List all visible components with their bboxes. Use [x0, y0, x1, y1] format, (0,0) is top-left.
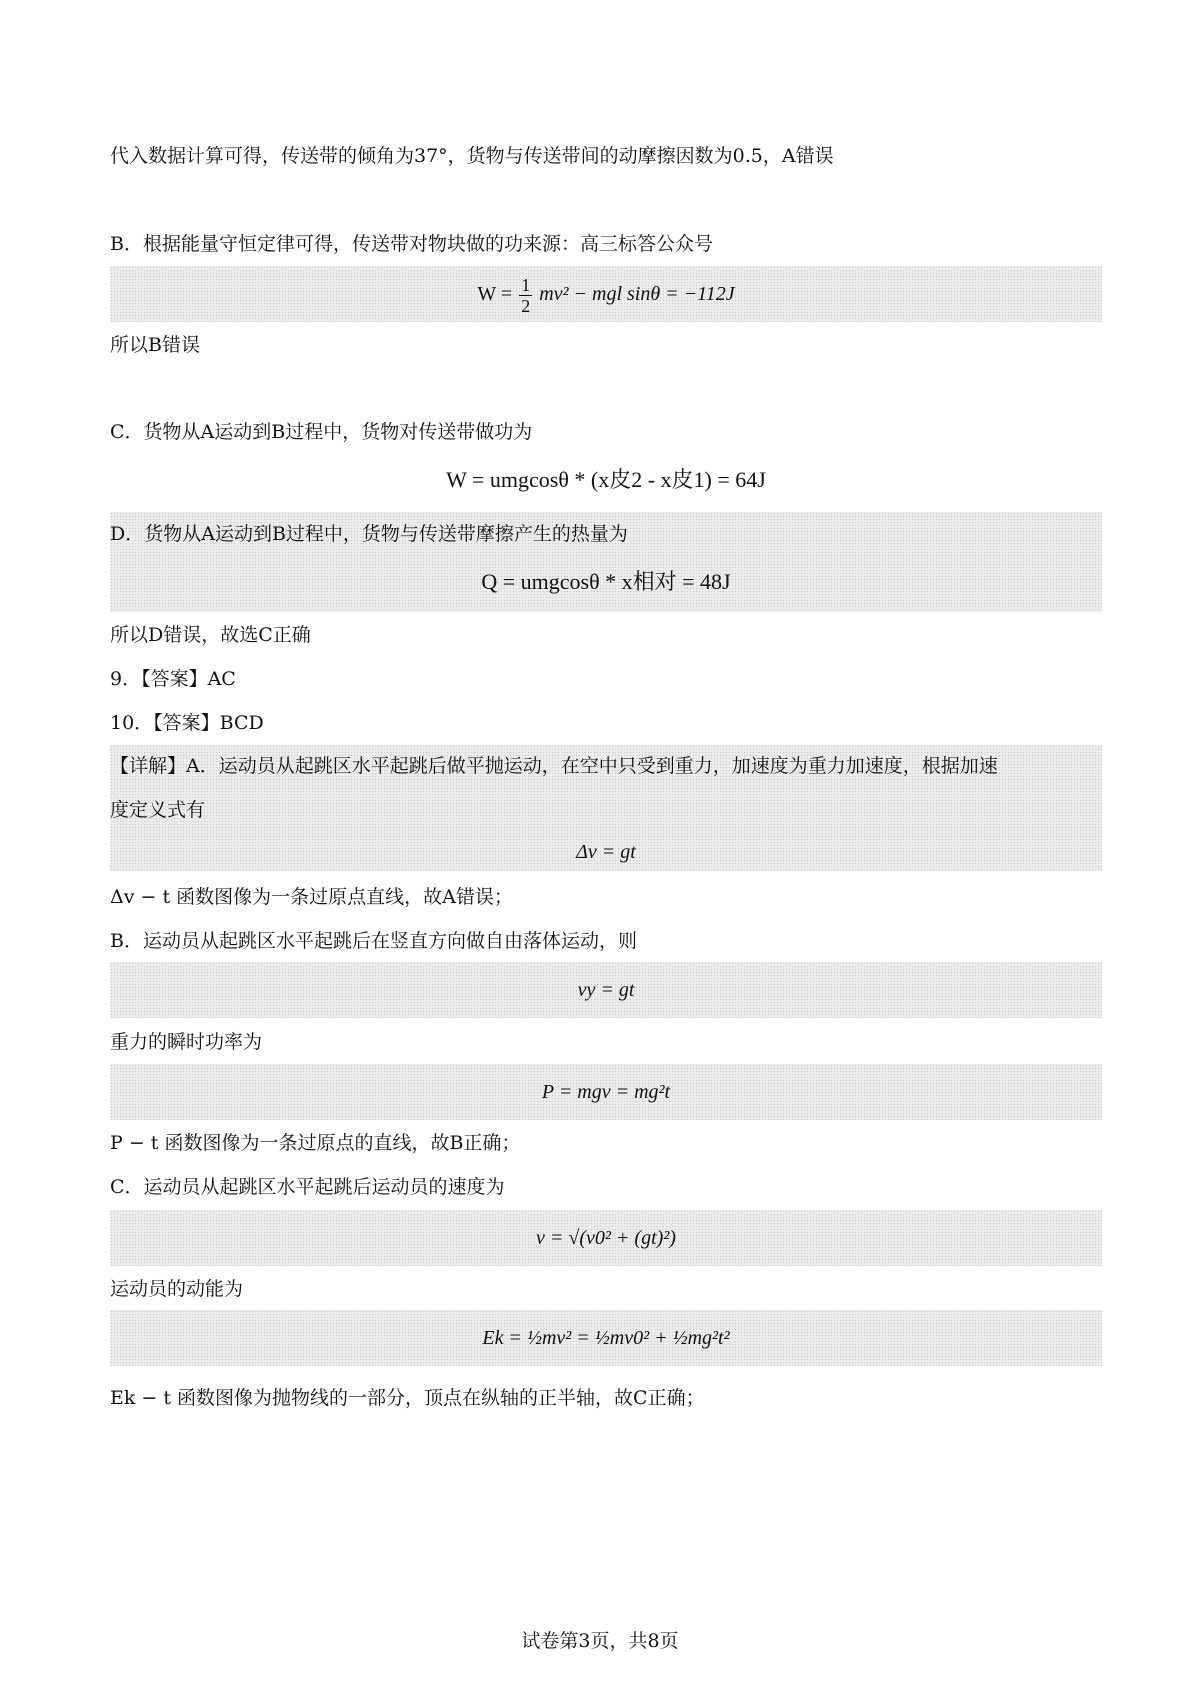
text-line: B．运动员从起跳区水平起跳后在竖直方向做自由落体运动，则: [110, 930, 637, 952]
text-line: C．货物从A运动到B过程中，货物对传送带做功为: [110, 421, 533, 443]
text-line: C．运动员从起跳区水平起跳后运动员的速度为: [110, 1176, 505, 1198]
frac-den: 2: [521, 295, 531, 316]
equation-velocity: v = √(v0² + (gt)²): [536, 1227, 676, 1249]
text-line: B．根据能量守恒定律可得，传送带对物块做的功来源：高三标答公众号: [110, 233, 713, 255]
eq-part: W =: [477, 283, 513, 305]
text-line: 所以D错误，故选C正确: [110, 624, 311, 646]
text-line: 代入数据计算可得，传送带的倾角为37°，货物与传送带间的动摩擦因数为0.5，A错误: [110, 145, 834, 167]
equation-work-energy: [110, 272, 1102, 316]
text-line: 重力的瞬时功率为: [110, 1031, 263, 1053]
frac-num: 1: [521, 274, 531, 295]
equation-work: W = umgcosθ * (x皮2 - x皮1) = 64J: [446, 467, 766, 492]
text-line: D．货物从A运动到B过程中，货物与传送带摩擦产生的热量为: [110, 523, 628, 545]
answer-line: 9．【答案】AC: [110, 668, 236, 690]
equation-dv: Δv = gt: [576, 841, 636, 863]
text-line: 运动员的动能为: [110, 1278, 244, 1300]
equation-kinetic-energy: Ek = ½mv² = ½mv0² + ½mg²t²: [482, 1327, 730, 1349]
eq-part: mv² − mgl sinθ = −112J: [539, 283, 735, 305]
text-line: Ek − t 函数图像为抛物线的一部分，顶点在纵轴的正半轴，故C正确；: [110, 1387, 705, 1409]
equation-vy: vy = gt: [577, 979, 635, 1001]
page-footer: 试卷第3页，共8页: [521, 1630, 679, 1652]
text-line: Δv − t 函数图像为一条过原点直线，故A错误；: [110, 886, 513, 908]
answer-line: 10．【答案】BCD: [110, 712, 264, 734]
text-line: 所以B错误: [110, 334, 200, 356]
fraction: [519, 275, 532, 316]
text-line: 【详解】A．运动员从起跳区水平起跳后做平抛运动，在空中只受到重力，加速度为重力加速度，根据加速: [110, 755, 998, 777]
text-line: 度定义式有: [110, 799, 206, 821]
text-line: P − t 函数图像为一条过原点的直线，故B正确；: [110, 1132, 521, 1154]
equation-heat: Q = umgcosθ * x相对 = 48J: [481, 569, 731, 594]
equation-power: P = mgv = mg²t: [541, 1081, 671, 1103]
